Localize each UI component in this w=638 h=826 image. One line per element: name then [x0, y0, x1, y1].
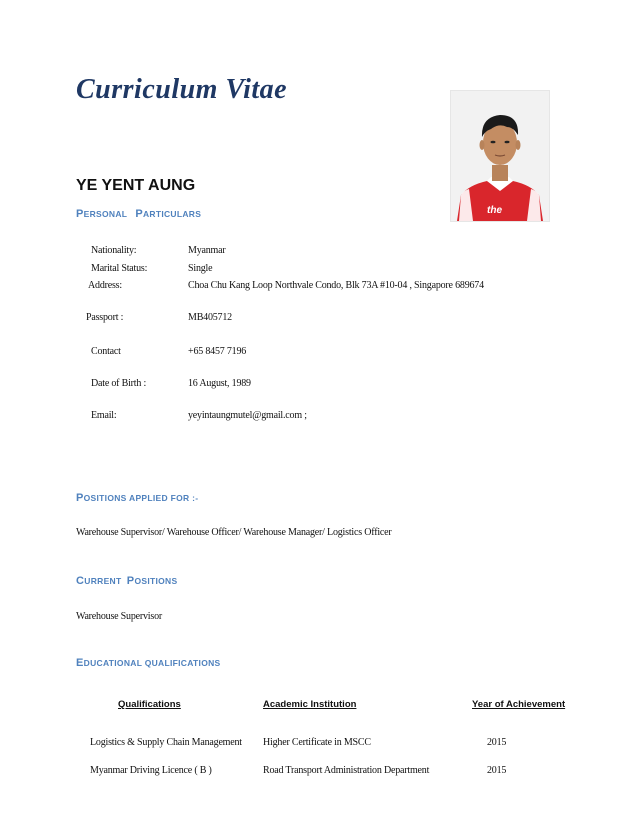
passport-label: Passport : — [86, 312, 124, 323]
education-row-2-institution: Road Transport Administration Department — [263, 765, 430, 776]
positions-applied-text: Warehouse Supervisor/ Warehouse Officer/ Warehouse Manager/ Logistics Officer — [76, 527, 392, 538]
email-label: Email: — [91, 410, 117, 421]
svg-text:the: the — [487, 205, 502, 216]
education-row-1-year: 2015 — [487, 737, 507, 748]
current-position-text: Warehouse Supervisor — [76, 611, 163, 622]
passport-value: MB405712 — [188, 312, 232, 323]
nationality-label: Nationality: — [91, 245, 137, 256]
marital-status-value: Single — [188, 263, 213, 274]
education-row-2-qualification: Myanmar Driving Licence ( B ) — [90, 765, 212, 776]
marital-status-label: Marital Status: — [91, 263, 148, 274]
contact-label: Contact — [91, 346, 121, 357]
education-row-1-institution: Higher Certificate in MSCC — [263, 737, 371, 748]
document-title: Curriculum Vitae — [76, 74, 288, 105]
institution-column-header: Academic Institution — [263, 699, 357, 710]
address-value: Choa Chu Kang Loop Northvale Condo, Blk 73A #10-04 , Singapore 689674 — [188, 280, 484, 291]
date-of-birth-label: Date of Birth : — [91, 378, 147, 389]
education-heading: EDUCATIONAL QUALIFICATIONS — [76, 657, 221, 669]
personal-particulars-heading: PERSONAL PARTICULARS — [76, 208, 202, 220]
positions-applied-heading: POSITIONS APPLIED FOR :- — [76, 492, 199, 504]
qualification-column-header: Qualifications — [118, 699, 181, 710]
contact-value: +65 8457 7196 — [188, 346, 247, 357]
profile-photo — [450, 90, 550, 222]
nationality-value: Myanmar — [188, 245, 226, 256]
education-row-1-qualification: Logistics & Supply Chain Management — [90, 737, 242, 748]
year-column-header: Year of Achievement — [472, 699, 566, 710]
address-label: Address: — [88, 280, 122, 291]
current-position-heading: CURRENT POSITIONS — [76, 575, 178, 587]
candidate-name: YE YENT AUNG — [76, 177, 196, 194]
education-row-2-year: 2015 — [487, 765, 507, 776]
date-of-birth-value: 16 August, 1989 — [188, 378, 251, 389]
email-value: yeyintaungmutel@gmail.com ; — [188, 410, 307, 421]
